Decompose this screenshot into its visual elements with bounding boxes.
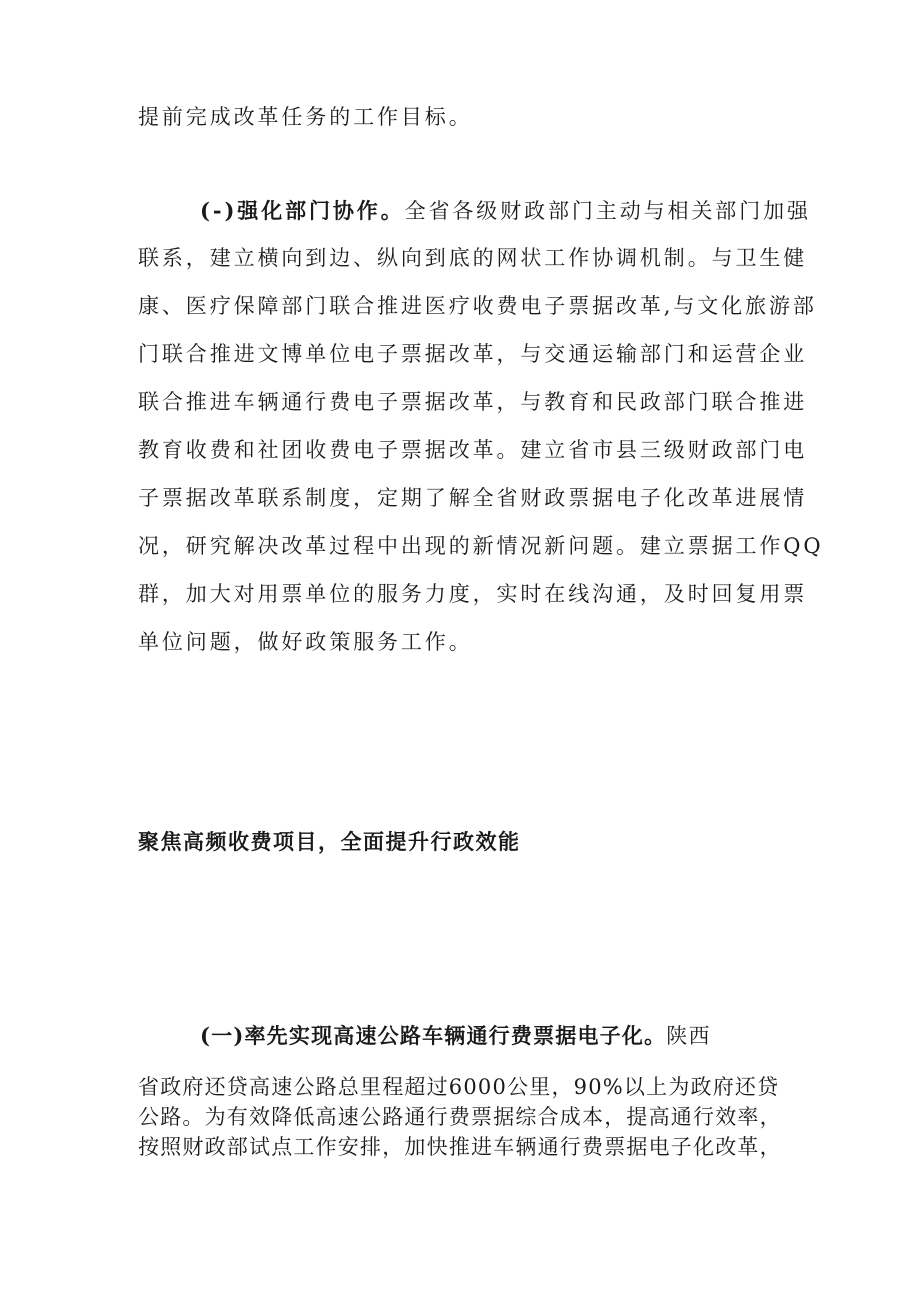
section2-line: 公路。为有效降低高速公路通行费票据综合成本，提高通行效率， — [138, 1105, 782, 1129]
section2-line: 按照财政部试点工作安排，加快推进车辆通行费票据电子化改革， — [138, 1135, 782, 1159]
section1-line: 子票据改革联系制度，定期了解全省财政票据电子化改革进展情 — [138, 486, 808, 510]
section1-line: 全省各级财政部门主动与相关部门加强 — [404, 199, 811, 223]
section1-line: 门联合推进文博单位电子票据改革，与交通运输部门和运营企业 — [138, 342, 808, 366]
section1-line: 况，研究解决改革过程中出现的新情况新问题。建立票据工作QQ — [138, 534, 824, 558]
section2-line: 省政府还贷高速公路总里程超过6000公里，90%以上为政府还贷 — [138, 1075, 780, 1099]
section-heading: 聚焦高频收费项目，全面提升行政效能 — [138, 829, 521, 854]
section1-line: 教育收费和社团收费电子票据改革。建立省市县三级财政部门电 — [138, 438, 808, 462]
section1-line: 联合推进车辆通行费电子票据改革，与教育和民政部门联合推进 — [138, 390, 808, 414]
intro-line: 提前完成改革任务的工作目标。 — [138, 105, 473, 129]
section1-line: 群，加大对用票单位的服务力度，实时在线沟通，及时回复用票 — [138, 582, 808, 606]
section1-title: 强化部门协作。 — [237, 198, 405, 223]
section2-title: (一)率先实现高速公路车辆通行费票据电子化。 — [200, 1023, 667, 1048]
section2-title-tail: 陕西 — [666, 1024, 711, 1048]
section1-marker: (-) — [200, 198, 238, 223]
section1-line: 单位问题，做好政策服务工作。 — [138, 630, 473, 654]
section1-line: 康、医疗保障部门联合推进医疗收费电子票据改革,与文化旅游部 — [138, 294, 817, 318]
section2-first-line — [200, 1022, 711, 1050]
section1-first-line — [200, 196, 860, 226]
section1-line: 联系，建立横向到边、纵向到底的网状工作协调机制。与卫生健 — [138, 246, 808, 270]
